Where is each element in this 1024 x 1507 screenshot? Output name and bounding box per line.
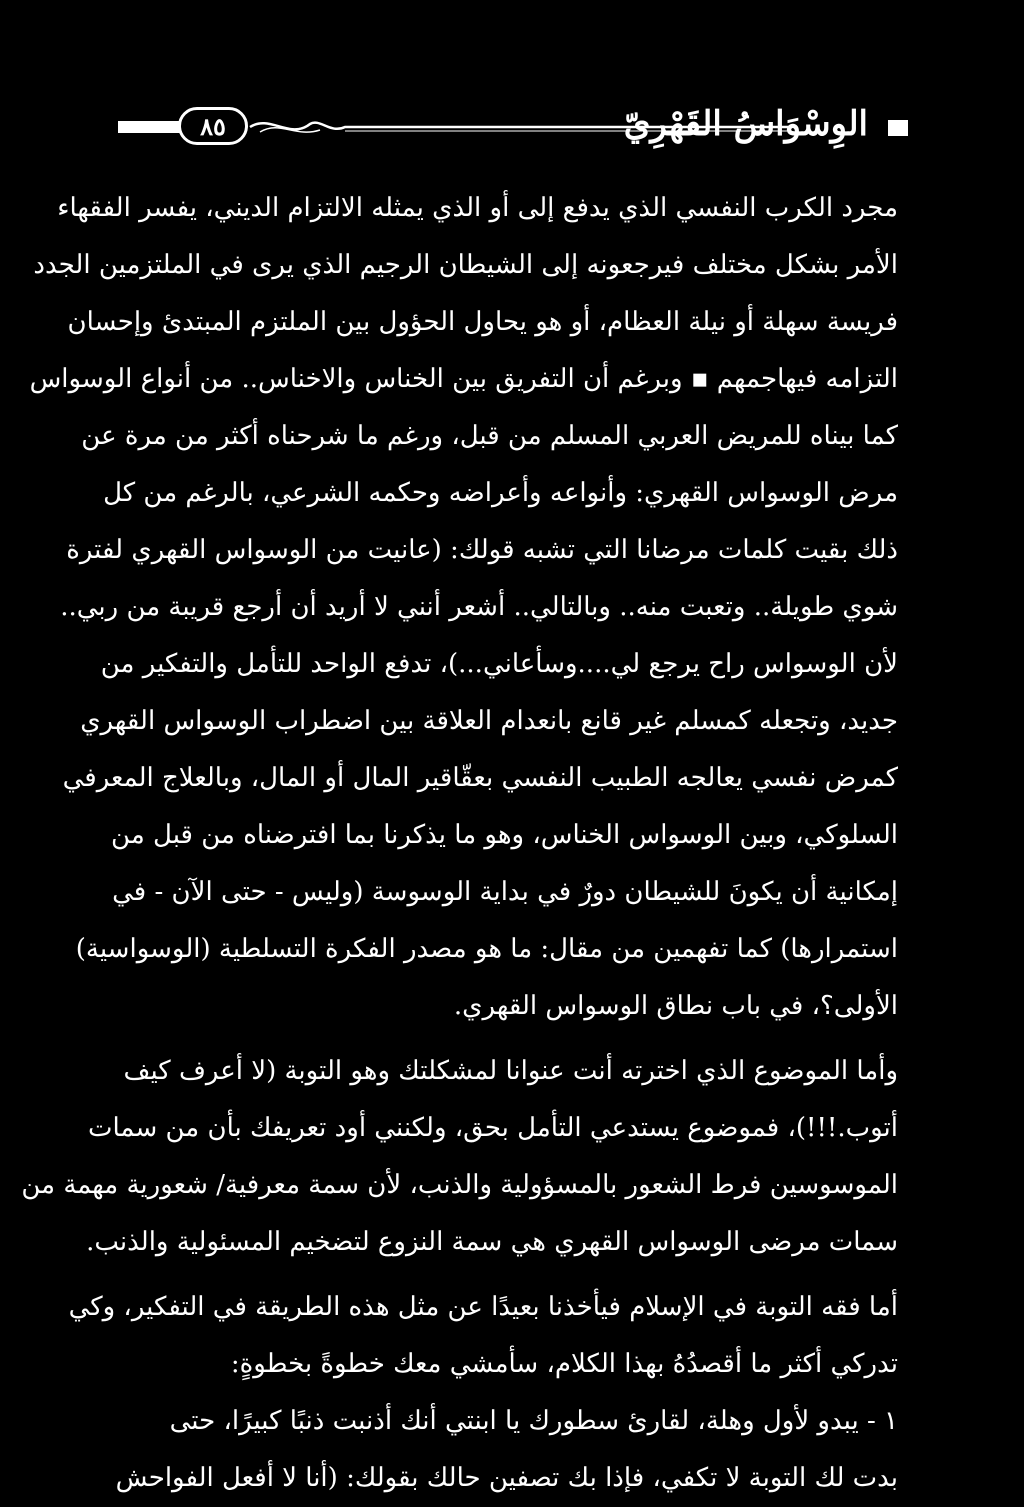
page-number: ٨٥ <box>200 111 226 141</box>
paragraph-2 <box>21 1043 898 1271</box>
text-line: جديد، وتجعله كمسلم غير قانع بانعدام العلاقة بين اضطراب الوسواس القهري <box>80 706 898 736</box>
text-line: ١ - يبدو لأول وهلة، لقارئ سطورك يا ابنتي أنك أذنبت ذنبًا كبيرًا، حتى <box>169 1406 898 1436</box>
paragraph-gap <box>118 1035 898 1043</box>
text-line: إمكانية أن يكونَ للشيطان دورٌ في بداية الوسوسة (وليس - حتى الآن - في <box>112 877 898 907</box>
text-line: الأولى؟، في باب نطاق الوسواس القهري. <box>453 991 898 1021</box>
text-line: كما بيناه للمريض العربي المسلم من قبل، ورغم ما شرحناه أكثر من مرة عن <box>81 421 898 451</box>
text-line: مرض الوسواس القهري: وأنواعه وأعراضه وحكمه الشرعي، بالرغم من كل <box>103 478 898 508</box>
page-header <box>118 104 908 150</box>
text-line: أتوب.!!!)، فموضوع يستدعي التأمل بحق، ولكنني أود تعريفك بأن من سمات <box>88 1113 898 1143</box>
text-line: استمرارها) كما تفهمين من مقال: ما هو مصدر الفكرة التسلطية (الوسواسية) <box>75 934 898 964</box>
text-line: بدت لك التوبة لا تكفي، فإذا بك تصفين حالك بقولك: (أنا لا أفعل الفواحش <box>115 1463 898 1493</box>
header-left-bar <box>118 121 180 133</box>
paragraph-1 <box>29 180 898 1035</box>
paragraph-3 <box>68 1279 898 1507</box>
text-line: تدركي أكثر ما أقصدُهُ بهذا الكلام، سأمشي معك خطوةً بخطوةٍ: <box>230 1349 898 1379</box>
text-line: فريسة سهلة أو نيلة العظام، أو هو يحاول الحؤول بين الملتزم المبتدئ وإحسان <box>67 307 898 337</box>
text-line: سمات مرضى الوسواس القهري هي سمة النزوع لتضخيم المسئولية والذنب. <box>86 1227 898 1257</box>
text-line: الموسوسين فرط الشعور بالمسؤولية والذنب، لأن سمة معرفية/ شعورية مهمة من <box>21 1170 898 1200</box>
page-number-badge <box>178 107 248 145</box>
text-line: الأمر بشكل مختلف فيرجعونه إلى الشيطان الرجيم الذي يرى في الملتزمين الجدد <box>33 250 898 280</box>
paragraph-gap <box>118 1271 898 1279</box>
text-line: كمرض نفسي يعالجه الطبيب النفسي بعقّاقير المال أو المال، وبالعلاج المعرفي <box>62 763 898 793</box>
text-line: وأما الموضوع الذي اخترته أنت عنوانا لمشكلتك وهو التوبة (لا أعرف كيف <box>123 1056 898 1086</box>
text-line: مجرد الكرب النفسي الذي يدفع إلى أو الذي يمثله الالتزام الديني، يفسر الفقهاء <box>57 193 898 223</box>
running-title: الوِسْوَاسُ القَهْرِيّ <box>623 104 868 144</box>
body-text <box>21 180 898 1507</box>
text-line: التزامه فيهاجمهم ▪ وبرغم أن التفريق بين الخناس والاخناس.. من أنواع الوسواس <box>29 364 898 394</box>
header-right-square <box>888 120 908 136</box>
text-line: ذلك بقيت كلمات مرضانا التي تشبه قولك: (عانيت من الوسواس القهري لفترة <box>66 535 898 565</box>
text-line: السلوكي، وبين الوسواس الخناس، وهو ما يذكرنا بما افترضناه من قبل من <box>111 820 898 850</box>
text-line: شوي طويلة.. وتعبت منه.. وبالتالي.. أشعر أنني لا أريد أن أرجع قريبة من ربي.. <box>60 592 898 622</box>
text-line: أما فقه التوبة في الإسلام فيأخذنا بعيدًا عن مثل هذه الطريقة في التفكير، وكي <box>68 1292 898 1322</box>
text-line: لأن الوسواس راح يرجع لي....وسأعاني...)، تدفع الواحد للتأمل والتفكير من <box>100 649 898 679</box>
